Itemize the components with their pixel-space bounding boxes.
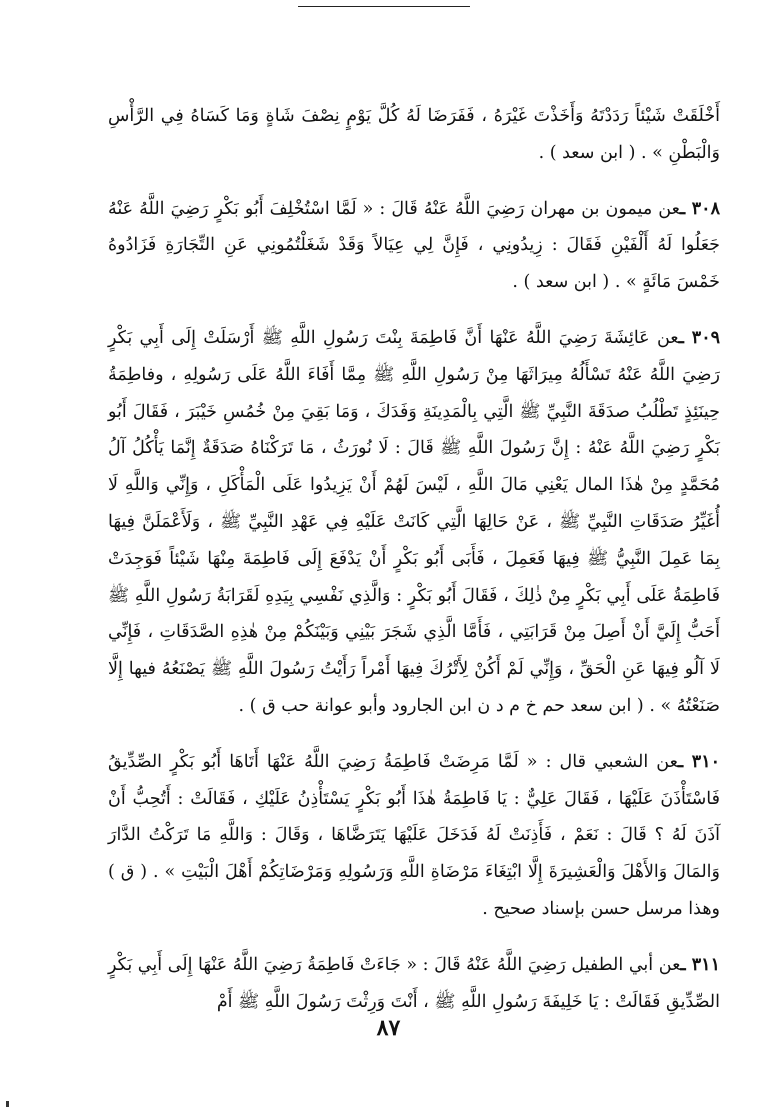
hadith-310: [108, 744, 720, 928]
hadith-narrator: عن أبي الطفيل: [571, 954, 681, 975]
hadith-number: ٣٠٨ ـ: [680, 198, 720, 219]
hadith-source: ( ابن سعد حم خ م د ن ابن الجارود وأبو عوانة حب ق ) .: [238, 695, 644, 716]
hadith-309: [108, 320, 720, 725]
scan-mark: [6, 1101, 9, 1107]
hadith-number: ٣٠٩ ـ: [678, 327, 720, 348]
hadith-source: ( ابن سعد ) .: [512, 272, 610, 293]
hadith-source: ( ابن سعد ) .: [538, 142, 636, 163]
hadith-source: ( ق ) وهذا مرسل حسن بإسناد صحيح .: [108, 862, 720, 919]
hadith-text: رَضِيَ اللَّهُ عَنْهَا أَنَّ فَاطِمَةَ بِنْتَ رَسُولِ اللَّهِ ﷺ أَرْسَلَتْ إِلَى أَبِي بَكْرٍ رَضِيَ اللَّهُ عَنْهُ تَسْأَلُهُ مِيرَاثَهَا مِنْ رَسُولِ اللَّهِ ﷺ مِمَّا أَفَاءَ اللَّهُ عَلَى رَسُولِهِ ، وفاطِمَةُ حِينَئِذٍ تَطْلُبُ صدَقَةَ النَّبِيِّ ﷺ الَّتِي بِالْمَدِينَةِ وَفَدَكَ ، وَمَا بَقِيَ مِنْ خُمُسِ خَيْبَرَ ، فَقَالَ أَبُو بَكْرٍ رَضِيَ اللَّهُ عَنْهُ : إِنَّ رَسُولَ اللَّهِ ﷺ قَالَ : لَا نُورَثُ ، مَا تَرَكْنَاهُ صَدَقَةٌ إِنَّمَا يَأْكُلُ آلُ مُحَمَّدٍ مِنْ هٰذَا المال يَعْنِي مَالَ اللَّهِ ، لَيْسَ لَهُمْ أَنْ يَزِيدُوا عَلَى الْمَأْكَلِ ، وَإِنِّي وَاللَّهِ لَا أُغَيِّرُ صَدَقَاتِ النَّبِيِّ ﷺ ، عَنْ حَالِهَا الَّتِي كَانَتْ عَلَيْهِ فِي عَهْدِ النَّبِيِّ ﷺ ، وَلَأَعْمَلَنَّ فِيهَا بِمَا عَمِلَ النَّبِيُّ ﷺ فِيهَا فَعَمِلَ ، فَأَبَى أَبُو بَكْرٍ أَنْ يَدْفَعَ إِلَى فَاطِمَةَ مِنْهَا شَيْئاً فَوَجِدَتْ فَاطِمَةُ عَلَى أَبِي بَكْرٍ مِنْ ذٰلِكَ ، فَقَالَ أَبُو بَكْرٍ : وَالَّذِي نَفْسِي بِيَدِهِ لَقَرَابَةُ رَسُولِ اللَّهِ ﷺ أَحَبُّ إِلَيَّ أَنْ أَصِلَ مِنْ قَرَابَتِي ، فَأَمَّا الَّذِي شَجَرَ بَيْنِي وَبَيْنَكُمْ مِنْ هٰذِهِ الصَّدَقَاتِ ، فَإِنِّي لَا آلُو فِيهَا عَنِ الْحَقِّ ، وَإِنِّي لَمْ أَكُنْ لِأَتْرُكَ فِيهَا أَمْراً رَأَيْتُ رَسُولَ اللَّهِ ﷺ يَصْنَعُهُ فيها إِلَّا صَنَعْتُهُ » .: [108, 327, 720, 716]
page-number: ٨٧: [376, 1015, 401, 1041]
body-text: [108, 98, 720, 1020]
hadith-text: رَضِيَ اللَّهُ عَنْهُ قَالَ : « جَاءَتْ فَاطِمَةُ رَضِيَ اللَّهُ عَنْهَا إِلَى أَبِي بَكْرٍ الصِّدِّيقِ فَقَالَتْ : يَا خَلِيفَةَ رَسُولِ اللَّهِ ﷺ ، أَنْتَ وَرِثْتَ رَسُولَ اللَّهِ ﷺ أَمْ: [108, 954, 720, 1012]
hadith-narrator: عن ميمون بن مهران: [530, 198, 681, 219]
hadith-number: ٣١١ ـ: [680, 954, 720, 975]
hadith-text: قال : « لَمَّا مَرِضَتْ فَاطِمَةُ رَضِيَ اللَّهُ عَنْهَا أَتَاهَا أَبُو بَكْرٍ الصِّدِّيقُ فَاسْتَأْذَنَ عَلَيْهَا ، فَقَالَ عَلِيٌّ : يَا فَاطِمَةُ هٰذَا أَبُو بَكْرٍ يَسْتَأْذِنُ عَلَيْكِ ، فَقَالَتْ : أَتُحِبُّ أَنْ آذَنَ لَهُ ؟ قَالَ : نَعَمْ ، فَأَذِنَتْ لَهُ فَدَخَلَ عَلَيْهَا يَتَرَضَّاهَا ، وَقَالَ : وَاللَّهِ مَا تَرَكْتُ الدَّارَ وَالمَالَ وَالأَهْلَ وَالْعَشِيرَةَ إِلَّا ابْتِغَاءَ مَرْضَاةِ اللَّهِ وَرَسُولِهِ وَمَرْضَاتِكُمْ أَهْلَ الْبَيْتِ » .: [108, 751, 720, 883]
header-rule: [298, 6, 470, 7]
hadith-311: [108, 947, 720, 1021]
hadith-text: أَخْلَقَتْ شَيْئاً رَدَدْتَهُ وَأَخَذْتَ غَيْرَهُ ، فَفَرَضَا لَهُ كُلَّ يَوْمٍ نِصْفَ شَاةٍ وَمَا كَسَاهُ فِي الرَّأْسِ وَالْبَطْنِ » .: [108, 106, 720, 163]
hadith-narrator: عن الشعبي: [594, 751, 679, 772]
hadith-text: رَضِيَ اللَّهُ عَنْهُ قَالَ : « لَمَّا اسْتُخْلِفَ أَبُو بَكْرٍ رَضِيَ اللَّهُ عَنْهُ جَعَلُوا لَهُ أَلْفَيْنِ فَقَالَ : زِيدُونِي ، فَإِنَّ لِي عِيَالاً وَقَدْ شَغَلْتُمُونِي عَنِ التِّجَارَةِ فَزَادُوهُ خَمْسَ مَائَةٍ » .: [108, 198, 720, 293]
hadith-308: [108, 191, 720, 301]
hadith-narrator: عن عَائِشَةَ: [603, 327, 679, 348]
hadith-number: ٣١٠ ـ: [678, 751, 720, 772]
hadith-continuation: [108, 98, 720, 172]
